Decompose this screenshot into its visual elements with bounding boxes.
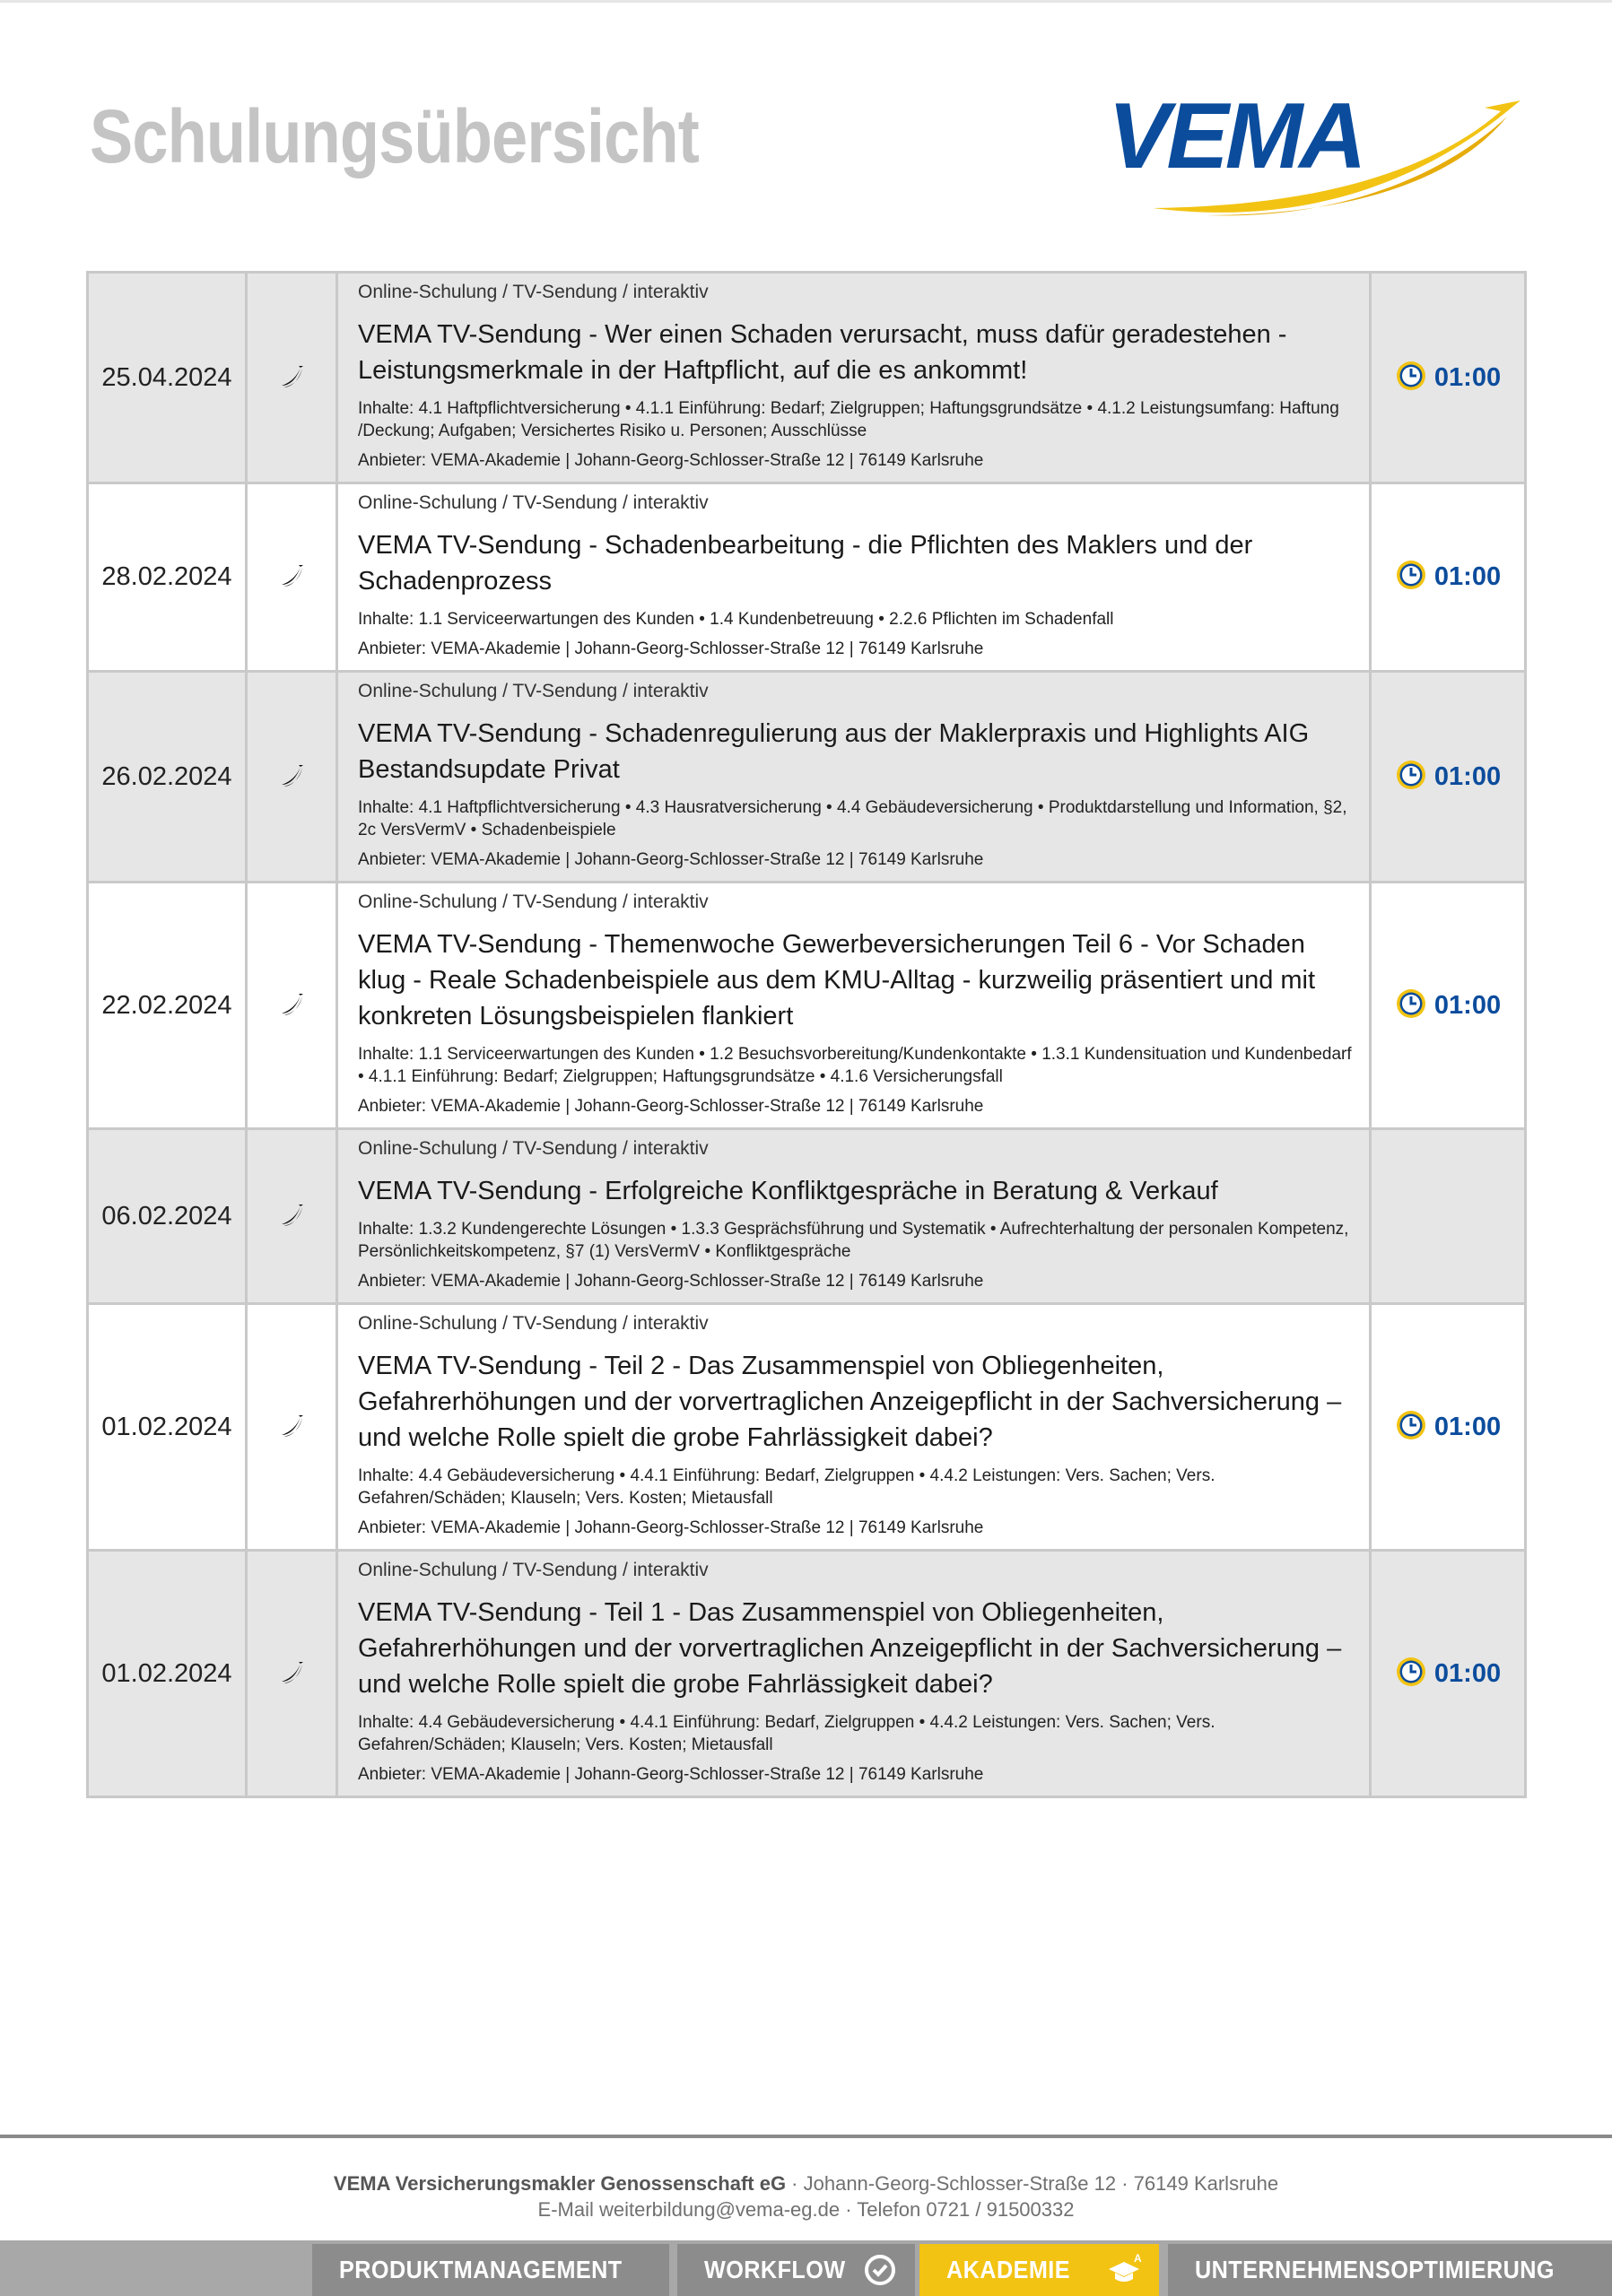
course-duration-cell xyxy=(1371,1304,1526,1551)
course-duration-cell xyxy=(1371,1129,1526,1304)
course-provider: Anbieter: VEMA-Akademie | Johann-Georg-Schlosser-Straße 12 | 76149 Karlsruhe xyxy=(358,1272,984,1291)
table-row xyxy=(88,273,1526,483)
clock-icon xyxy=(1395,1656,1427,1692)
course-description xyxy=(337,1129,1371,1304)
workflow-check-icon xyxy=(863,2253,897,2287)
table-row xyxy=(88,1551,1526,1797)
table-row xyxy=(88,1129,1526,1304)
course-duration: 01:00 xyxy=(1433,990,1502,1020)
footer-company-line xyxy=(0,2172,1612,2196)
course-title: VEMA TV-Sendung - Schadenregulierung aus der Maklerpraxis und Highlights AIG Bestandsupdate Privat xyxy=(358,719,1310,784)
table-row xyxy=(88,883,1526,1129)
svg-text:A: A xyxy=(1134,2252,1143,2265)
course-type-cell xyxy=(247,273,337,483)
vema-swoosh-icon xyxy=(276,578,307,594)
clock-icon xyxy=(1395,1409,1427,1446)
nav-unternehmensoptimierung[interactable] xyxy=(1168,2244,1612,2296)
logo-wordmark: VEMA xyxy=(1108,84,1364,188)
course-description xyxy=(337,1551,1371,1797)
top-border xyxy=(0,0,1612,3)
course-kind: Online-Schulung / TV-Sendung / interaktiv xyxy=(358,681,709,701)
table-row xyxy=(88,672,1526,883)
nav-akademie[interactable] xyxy=(919,2244,1159,2296)
clock-icon xyxy=(1395,559,1427,596)
vema-swoosh-icon xyxy=(276,1429,307,1444)
footer-contact: E-Mail weiterbildung@vema-eg.de · Telefon 0721 / 91500332 xyxy=(537,2198,1075,2221)
course-type-cell xyxy=(247,883,337,1129)
course-provider: Anbieter: VEMA-Akademie | Johann-Georg-Schlosser-Straße 12 | 76149 Karlsruhe xyxy=(358,1765,984,1784)
course-provider: Anbieter: VEMA-Akademie | Johann-Georg-Schlosser-Straße 12 | 76149 Karlsruhe xyxy=(358,1518,984,1537)
footer-company: VEMA Versicherungsmakler Genossenschaft eG xyxy=(333,2172,787,2195)
course-duration-cell xyxy=(1371,483,1526,672)
course-duration-cell xyxy=(1371,883,1526,1129)
course-date: 06.02.2024 xyxy=(88,1129,247,1304)
course-content: Inhalte: 4.4 Gebäudeversicherung • 4.4.1 Einführung: Bedarf, Zielgruppen • 4.4.2 Leistungen: Vers. Sachen; Vers. Gefahren/Schäden; Klauseln; Vers. Kosten; Mietausfall xyxy=(358,1466,1216,1508)
page-title: Schulungsübersicht xyxy=(90,94,699,178)
course-title: VEMA TV-Sendung - Themenwoche Gewerbeversicherungen Teil 6 - Vor Schaden klug - Reale Schadenbeispiele aus dem KMU-Alltag - kurzweilig präsentiert und mit konkreten Lösungsbeispielen flankiert xyxy=(358,930,1316,1031)
table-row xyxy=(88,1304,1526,1551)
course-date: 01.02.2024 xyxy=(88,1551,247,1797)
course-type-cell xyxy=(247,483,337,672)
course-date: 25.04.2024 xyxy=(88,273,247,483)
nav-label: WORKFLOW xyxy=(704,2256,846,2283)
course-title: VEMA TV-Sendung - Teil 1 - Das Zusammenspiel von Obliegenheiten, Gefahrerhöhungen und der vorvertraglichen Anzeigepflicht in der Sachversicherung – und welche Rolle spielt die grobe Fahrlässigkeit dabei? xyxy=(358,1598,1342,1699)
course-content: Inhalte: 4.4 Gebäudeversicherung • 4.4.1 Einführung: Bedarf, Zielgruppen • 4.4.2 Leistungen: Vers. Sachen; Vers. Gefahren/Schäden; Klauseln; Vers. Kosten; Mietausfall xyxy=(358,1713,1216,1754)
vema-logo xyxy=(1099,84,1529,224)
nav-produktmanagement[interactable] xyxy=(312,2244,669,2296)
clock-icon xyxy=(1395,987,1427,1024)
course-content: Inhalte: 4.1 Haftpflichtversicherung • 4.1.1 Einführung: Bedarf; Zielgruppen; Haftungsgrundsätze • 4.1.2 Leistungsumfang: Haftung /Deckung; Aufgaben; Versichertes Risiko u. Personen; Ausschlüsse xyxy=(358,399,1339,440)
course-type-cell xyxy=(247,672,337,883)
course-kind: Online-Schulung / TV-Sendung / interaktiv xyxy=(358,1313,709,1334)
course-date: 26.02.2024 xyxy=(88,672,247,883)
table-row xyxy=(88,483,1526,672)
nav-workflow[interactable] xyxy=(677,2244,915,2296)
course-kind: Online-Schulung / TV-Sendung / interaktiv xyxy=(358,1560,709,1580)
course-kind: Online-Schulung / TV-Sendung / interaktiv xyxy=(358,891,709,912)
course-type-cell xyxy=(247,1551,337,1797)
course-date: 28.02.2024 xyxy=(88,483,247,672)
clock-icon xyxy=(1395,759,1427,796)
course-kind: Online-Schulung / TV-Sendung / interaktiv xyxy=(358,282,709,302)
vema-swoosh-icon xyxy=(276,1675,307,1691)
course-content: Inhalte: 4.1 Haftpflichtversicherung • 4.3 Hausratversicherung • 4.4 Gebäudeversicherung • Produktdarstellung und Information, §2, 2c VersVermV • Schadenbeispiele xyxy=(358,798,1347,839)
course-duration: 01:00 xyxy=(1433,562,1502,591)
footer-divider xyxy=(0,2135,1612,2138)
course-date: 22.02.2024 xyxy=(88,883,247,1129)
course-table xyxy=(86,271,1527,1798)
vema-swoosh-icon xyxy=(276,379,307,395)
vema-swoosh-icon xyxy=(276,1218,307,1233)
course-provider: Anbieter: VEMA-Akademie | Johann-Georg-Schlosser-Straße 12 | 76149 Karlsruhe xyxy=(358,639,984,658)
course-content: Inhalte: 1.1 Serviceerwartungen des Kunden • 1.2 Besuchsvorbereitung/Kundenkontakte • 1.3.1 Kundensituation und Kundenbedarf • 4.1.1 Einführung: Bedarf; Zielgruppen; Haftungsgrundsätze • 4.1.6 Versicherungsfall xyxy=(358,1045,1352,1086)
course-content: Inhalte: 1.3.2 Kundengerechte Lösungen • 1.3.3 Gesprächsführung und Systematik • Aufrechterhaltung der personalen Kompetenz, Persönlichkeitskompetenz, §7 (1) VersVermV • Konfliktgespräche xyxy=(358,1220,1349,1261)
course-title: VEMA TV-Sendung - Erfolgreiche Konfliktgespräche in Beratung & Verkauf xyxy=(358,1177,1218,1205)
course-content: Inhalte: 1.1 Serviceerwartungen des Kunden • 1.4 Kundenbetreuung • 2.2.6 Pflichten im Schadenfall xyxy=(358,610,1114,629)
course-kind: Online-Schulung / TV-Sendung / interaktiv xyxy=(358,1138,709,1159)
course-provider: Anbieter: VEMA-Akademie | Johann-Georg-Schlosser-Straße 12 | 76149 Karlsruhe xyxy=(358,451,984,470)
course-description xyxy=(337,883,1371,1129)
course-title: VEMA TV-Sendung - Teil 2 - Das Zusammenspiel von Obliegenheiten, Gefahrerhöhungen und der vorvertraglichen Anzeigepflicht in der Sachversicherung – und welche Rolle spielt die grobe Fahrlässigkeit dabei? xyxy=(358,1352,1342,1452)
course-duration: 01:00 xyxy=(1433,362,1502,392)
nav-label: UNTERNEHMENSOPTIMIERUNG xyxy=(1195,2256,1555,2283)
course-duration: 01:00 xyxy=(1433,1658,1502,1688)
course-provider: Anbieter: VEMA-Akademie | Johann-Georg-Schlosser-Straße 12 | 76149 Karlsruhe xyxy=(358,1097,984,1116)
course-duration: 01:00 xyxy=(1433,761,1502,791)
clock-icon xyxy=(1395,360,1427,396)
course-duration: 01:00 xyxy=(1433,1412,1502,1441)
course-title: VEMA TV-Sendung - Schadenbearbeitung - die Pflichten des Maklers und der Schadenprozess xyxy=(358,531,1253,596)
course-duration-cell xyxy=(1371,273,1526,483)
nav-label: PRODUKTMANAGEMENT xyxy=(339,2256,623,2283)
course-description xyxy=(337,483,1371,672)
vema-swoosh-icon xyxy=(276,778,307,794)
course-description xyxy=(337,273,1371,483)
course-type-cell xyxy=(247,1304,337,1551)
course-date: 01.02.2024 xyxy=(88,1304,247,1551)
graduation-cap-icon xyxy=(1107,2253,1141,2287)
nav-label: AKADEMIE xyxy=(946,2256,1071,2283)
course-kind: Online-Schulung / TV-Sendung / interaktiv xyxy=(358,492,709,513)
course-duration-cell xyxy=(1371,672,1526,883)
course-type-cell xyxy=(247,1129,337,1304)
course-description xyxy=(337,672,1371,883)
footer-address: · Johann-Georg-Schlosser-Straße 12 · 76149 Karlsruhe xyxy=(786,2172,1279,2195)
course-provider: Anbieter: VEMA-Akademie | Johann-Georg-Schlosser-Straße 12 | 76149 Karlsruhe xyxy=(358,850,984,869)
course-title: VEMA TV-Sendung - Wer einen Schaden verursacht, muss dafür geradestehen - Leistungsmerkmale in der Haftpflicht, auf die es ankommt! xyxy=(358,320,1287,385)
course-description xyxy=(337,1304,1371,1551)
course-duration-cell xyxy=(1371,1551,1526,1797)
vema-swoosh-icon xyxy=(276,1007,307,1022)
